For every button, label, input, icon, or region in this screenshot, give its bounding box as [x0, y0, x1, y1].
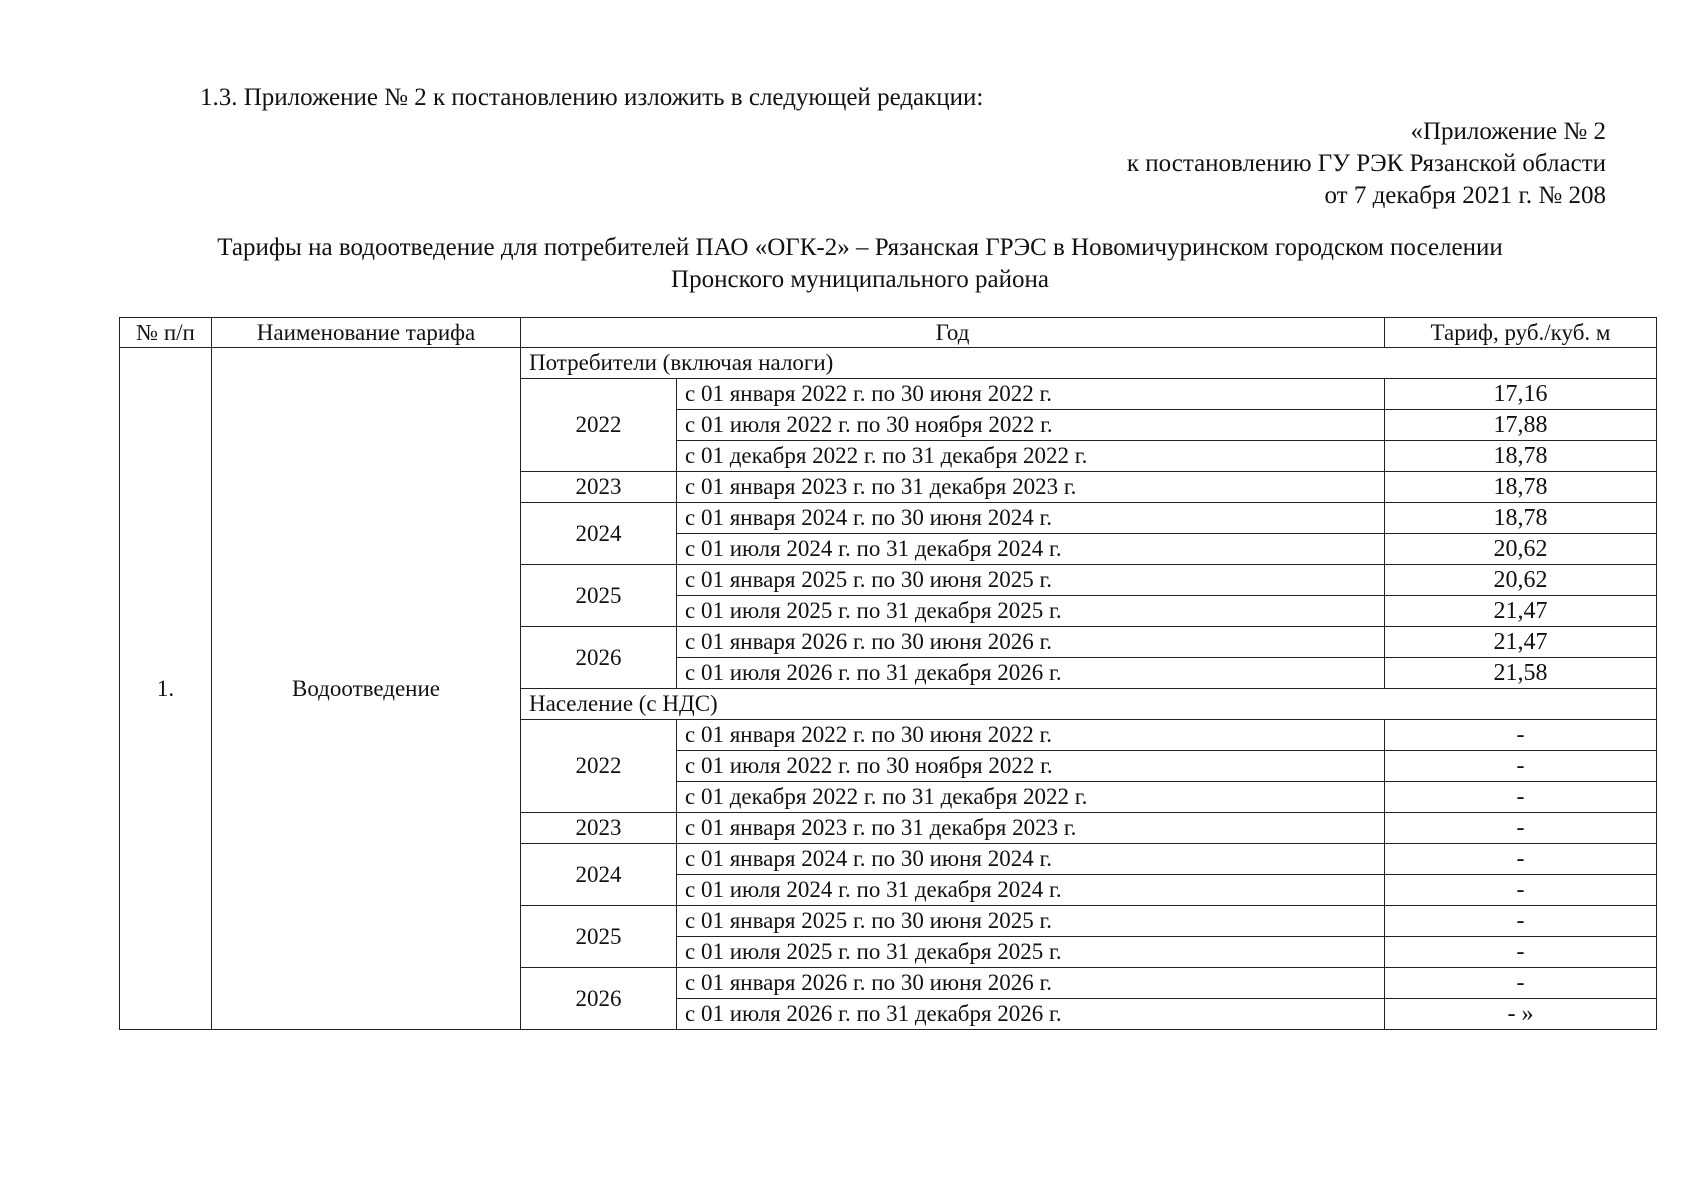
period-cell: с 01 января 2026 г. по 30 июня 2026 г. [677, 627, 1385, 658]
tariff-value: 21,47 [1385, 627, 1657, 658]
year-cell: 2025 [521, 906, 677, 968]
intro-paragraph: 1.3. Приложение № 2 к постановлению изложить в следующей редакции: [200, 84, 984, 111]
appendix-line-2: к постановлению ГУ РЭК Рязанской области [1126, 150, 1606, 177]
tariff-value: - » [1385, 999, 1657, 1030]
tariff-value: - [1385, 813, 1657, 844]
period-cell: с 01 июля 2024 г. по 31 декабря 2024 г. [677, 875, 1385, 906]
tariff-value: - [1385, 875, 1657, 906]
period-cell: с 01 июля 2022 г. по 30 ноября 2022 г. [677, 410, 1385, 441]
header-tariff: Тариф, руб./куб. м [1385, 318, 1657, 348]
table-header-row [120, 318, 1657, 348]
period-cell: с 01 января 2025 г. по 30 июня 2025 г. [677, 906, 1385, 937]
appendix-reference [1127, 116, 1606, 212]
header-num: № п/п [120, 318, 212, 348]
header-year: Год [521, 318, 1385, 348]
period-cell: с 01 декабря 2022 г. по 31 декабря 2022 г. [677, 441, 1385, 472]
tariff-value: 17,88 [1385, 410, 1657, 441]
tariff-value: - [1385, 968, 1657, 999]
tariff-value: 18,78 [1385, 503, 1657, 534]
period-cell: с 01 июля 2024 г. по 31 декабря 2024 г. [677, 534, 1385, 565]
tariff-value: 20,62 [1385, 565, 1657, 596]
period-cell: с 01 января 2022 г. по 30 июня 2022 г. [677, 720, 1385, 751]
period-cell: с 01 января 2025 г. по 30 июня 2025 г. [677, 565, 1385, 596]
tariff-value: - [1385, 720, 1657, 751]
group-label: Население (с НДС) [521, 689, 1657, 720]
year-cell: 2023 [521, 472, 677, 503]
tariff-value: 18,78 [1385, 472, 1657, 503]
document-title [110, 232, 1610, 296]
tariff-value: 21,58 [1385, 658, 1657, 689]
period-cell: с 01 января 2026 г. по 30 июня 2026 г. [677, 968, 1385, 999]
tariff-value: - [1385, 844, 1657, 875]
tariff-value: 17,16 [1385, 379, 1657, 410]
tariff-value: - [1385, 751, 1657, 782]
year-cell: 2023 [521, 813, 677, 844]
tariff-value: 18,78 [1385, 441, 1657, 472]
period-cell: с 01 января 2023 г. по 31 декабря 2023 г. [677, 813, 1385, 844]
period-cell: с 01 июля 2025 г. по 31 декабря 2025 г. [677, 937, 1385, 968]
period-cell: с 01 января 2024 г. по 30 июня 2024 г. [677, 503, 1385, 534]
tariff-value: 21,47 [1385, 596, 1657, 627]
row-number: 1. [120, 348, 212, 1030]
period-cell: с 01 января 2022 г. по 30 июня 2022 г. [677, 379, 1385, 410]
period-cell: с 01 января 2023 г. по 31 декабря 2023 г. [677, 472, 1385, 503]
year-cell: 2026 [521, 968, 677, 1030]
group-row [120, 348, 1657, 379]
year-cell: 2024 [521, 844, 677, 906]
title-line-1: Тарифы на водоотведение для потребителей ПАО «ОГК-2» – Рязанская ГРЭС в Новомичуринском городском поселении [217, 234, 1503, 261]
period-cell: с 01 июля 2026 г. по 31 декабря 2026 г. [677, 999, 1385, 1030]
period-cell: с 01 июля 2026 г. по 31 декабря 2026 г. [677, 658, 1385, 689]
year-cell: 2024 [521, 503, 677, 565]
tariff-table [119, 317, 1657, 1030]
year-cell: 2022 [521, 720, 677, 813]
period-cell: с 01 января 2024 г. по 30 июня 2024 г. [677, 844, 1385, 875]
tariff-value: - [1385, 937, 1657, 968]
year-cell: 2025 [521, 565, 677, 627]
table-body [120, 348, 1657, 1030]
year-cell: 2022 [521, 379, 677, 472]
year-cell: 2026 [521, 627, 677, 689]
tariff-name: Водоотведение [212, 348, 521, 1030]
period-cell: с 01 декабря 2022 г. по 31 декабря 2022 г. [677, 782, 1385, 813]
tariff-value: - [1385, 906, 1657, 937]
period-cell: с 01 июля 2025 г. по 31 декабря 2025 г. [677, 596, 1385, 627]
tariff-value: - [1385, 782, 1657, 813]
header-name: Наименование тарифа [212, 318, 521, 348]
appendix-line-3: от 7 декабря 2021 г. № 208 [1324, 182, 1606, 209]
group-label: Потребители (включая налоги) [521, 348, 1657, 379]
period-cell: с 01 июля 2022 г. по 30 ноября 2022 г. [677, 751, 1385, 782]
appendix-line-1: «Приложение № 2 [1410, 118, 1606, 145]
title-line-2: Пронского муниципального района [671, 266, 1049, 293]
tariff-value: 20,62 [1385, 534, 1657, 565]
